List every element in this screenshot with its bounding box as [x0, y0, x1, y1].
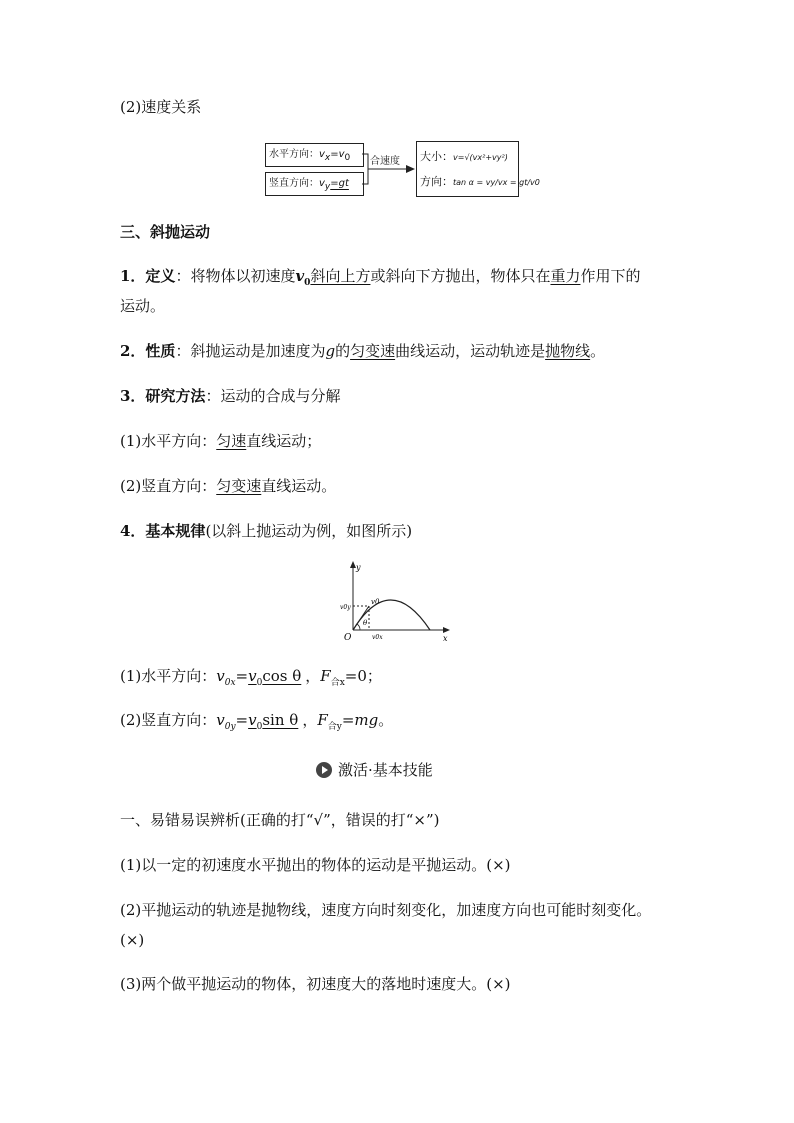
magnitude-formula: v=√(vx²+vy²) [453, 153, 508, 162]
graph-y-label: y [356, 563, 361, 572]
eq2-f: F [317, 711, 328, 729]
graph-x-label: x [443, 634, 448, 642]
vy-sub: y [324, 182, 331, 192]
vx-symbol: v [319, 149, 325, 160]
eq2-prefix: (2)竖直方向： [120, 711, 217, 729]
answer-gravity: 重力 [550, 267, 581, 285]
quiz-title: 一、易错易误辨析(正确的打“√”，错误的打“×”) [120, 811, 440, 829]
m1-prefix: (1)水平方向： [120, 432, 217, 450]
velocity-heading: (2)速度关系 [120, 98, 202, 116]
graph-theta: θ [363, 619, 368, 627]
m2-prefix: (2)竖直方向： [120, 477, 217, 495]
eq2-tail: = [341, 711, 355, 729]
m2-suffix: 直线运动。 [261, 477, 337, 495]
skills-header [316, 760, 433, 780]
direction-formula: tan α = vy/vx = gt/v0 [453, 178, 540, 187]
eq1-f-sub: 合x [330, 678, 345, 688]
property-label: 2．性质 [120, 342, 176, 360]
law-text: (以斜上抛运动为例，如图所示) [205, 522, 413, 540]
vx-sub: x [324, 153, 331, 163]
graph-v0: v0 [371, 598, 380, 606]
magnitude-label: 大小： [420, 150, 453, 163]
eq2-v: v [216, 711, 225, 729]
m1-suffix: 直线运动； [246, 432, 322, 450]
eq1-v: v [216, 667, 225, 685]
quiz-item-1: (1)以一定的初速度水平抛出的物体的运动是平抛运动。(×) [120, 856, 511, 874]
play-circle-icon [316, 762, 332, 778]
eq-horizontal [120, 666, 382, 693]
magnitude-row [420, 148, 508, 164]
eq1-tail: =0； [344, 667, 382, 685]
definition-label: 1．定义 [120, 267, 176, 285]
answer-uniform: 匀速 [216, 432, 247, 450]
vy-eq: =gt [330, 178, 349, 189]
quiz-item-3: (3)两个做平抛运动的物体，初速度大的落地时速度大。(×) [120, 975, 511, 993]
arrow-label: 合速度 [370, 156, 400, 167]
skills-title: 激活·基本技能 [338, 761, 433, 779]
v0-subscript: 0 [304, 278, 311, 288]
answer-parabola: 抛物线 [545, 342, 591, 360]
eq2-mg: mg [354, 711, 379, 729]
section-title: 三、斜抛运动 [120, 223, 211, 241]
eq1-prefix: (1)水平方向： [120, 667, 217, 685]
eq1-equals: = [235, 667, 249, 685]
graph-v0x: v0x [372, 634, 383, 641]
definition-line [120, 266, 641, 293]
eq2-f-sub: 合y [327, 722, 342, 732]
eq2-equals: = [235, 711, 249, 729]
eq1-answer-sub: 0 [256, 678, 263, 688]
definition-line2: 运动。 [120, 297, 166, 315]
quiz-item-2-answer: (×) [120, 931, 145, 949]
property-line [120, 341, 605, 361]
eq2-v-sub: 0y [224, 722, 236, 732]
answer-upward: 斜向上方 [310, 267, 371, 285]
graph-origin: O [344, 633, 352, 642]
property-text1: ：斜抛运动是加速度为 [175, 342, 326, 360]
definition-end: 作用下的 [580, 267, 641, 285]
direction-row [420, 173, 540, 189]
eq2-sep: ， [302, 711, 318, 729]
horizontal-label: 水平方向： [269, 149, 319, 160]
vertical-label: 竖直方向： [269, 178, 319, 189]
vy-symbol: v [319, 178, 325, 189]
g-symbol: g [325, 342, 336, 360]
eq2-answer-v: v [248, 711, 257, 729]
eq1-answer-v: v [248, 667, 257, 685]
graph-v0y: v0y [340, 604, 351, 611]
property-text4: 。 [590, 342, 606, 360]
eq2-end: 。 [378, 711, 394, 729]
definition-mid: 或斜向下方抛出，物体只在 [370, 267, 551, 285]
method-horizontal [120, 431, 321, 451]
definition-text: ：将物体以初速度 [175, 267, 296, 285]
law-line [120, 521, 412, 541]
eq2-answer-sub: 0 [256, 722, 263, 732]
eq1-answer-cos: cos θ [262, 667, 302, 685]
vx-eq: =v [330, 149, 345, 160]
v0-symbol: v [295, 267, 305, 285]
method-label: 3．研究方法 [120, 387, 206, 405]
result-box [416, 141, 540, 197]
law-label: 4．基本规律 [120, 522, 206, 540]
merge-arrow [362, 140, 417, 200]
vertical-box [265, 172, 364, 196]
method-line [120, 386, 340, 406]
eq-vertical [120, 710, 393, 737]
direction-label: 方向： [420, 175, 453, 188]
quiz-item-2: (2)平抛运动的轨迹是抛物线，速度方向时刻变化，加速度方向也可能时刻变化。 [120, 901, 652, 919]
method-vertical [120, 476, 336, 496]
answer-uniform-accel: 匀变速 [350, 342, 396, 360]
property-text2: 的 [335, 342, 351, 360]
eq1-v-sub: 0x [224, 678, 236, 688]
method-text: ：运动的合成与分解 [205, 387, 341, 405]
eq2-answer-sin: sin θ [262, 711, 299, 729]
horizontal-box [265, 143, 364, 167]
answer-uniform-var: 匀变速 [216, 477, 262, 495]
projectile-graph [338, 560, 456, 642]
eq1-sep: ， [305, 667, 321, 685]
property-text3: 曲线运动，运动轨迹是 [395, 342, 546, 360]
eq1-f: F [320, 667, 331, 685]
v0-sub: 0 [344, 153, 351, 163]
